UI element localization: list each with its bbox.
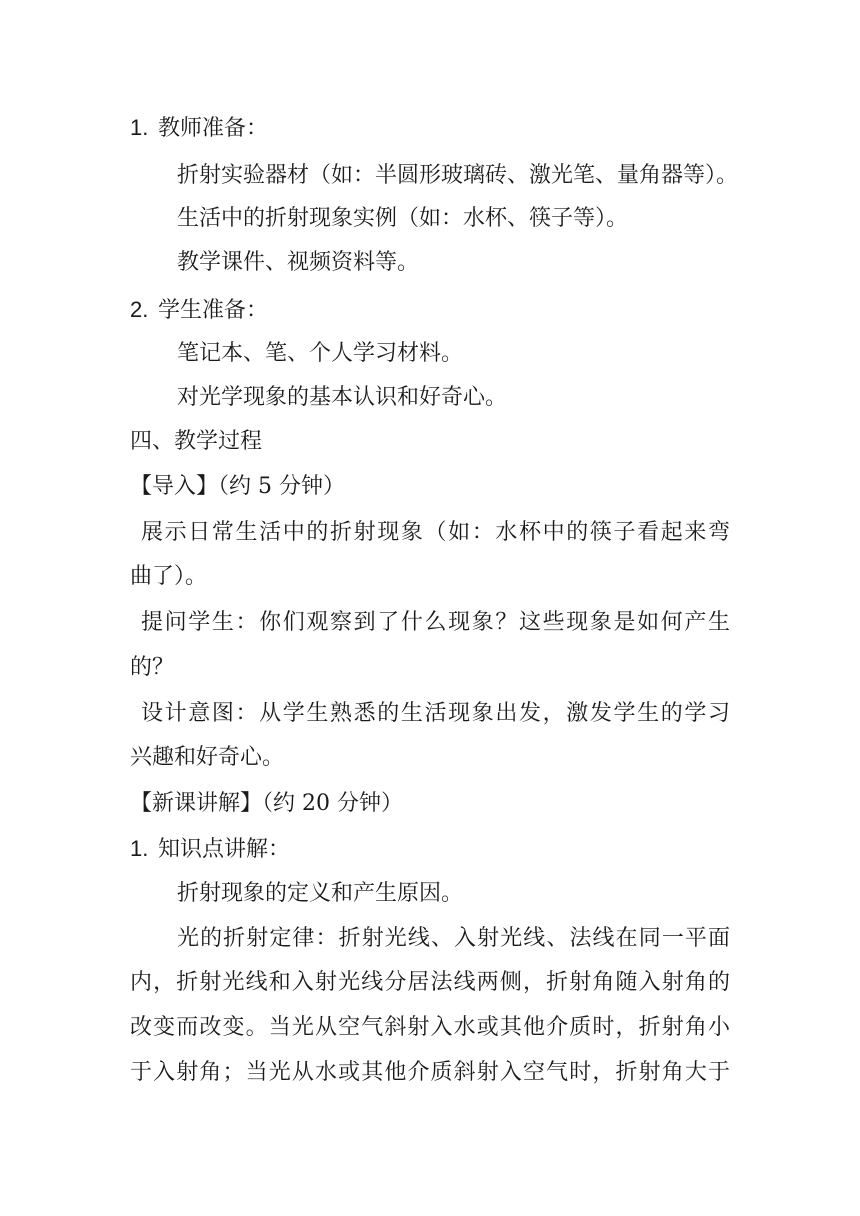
intro-heading: 【导入】（约 5 分钟） — [130, 474, 345, 499]
intro-paragraph-3-line-2: 兴趣和好奇心。 — [130, 745, 285, 770]
teacher-prep-item-1: 折射实验器材（如：半圆形玻璃砖、激光笔、量角器等）。 — [177, 163, 739, 188]
refraction-law-line-4: 于入射角；当光从水或其他介质斜射入空气时，折射角大于 — [130, 1060, 730, 1085]
student-prep-item-2: 对光学现象的基本认识和好奇心。 — [177, 385, 508, 410]
refraction-law-line-3: 改变而改变。当光从空气斜射入水或其他介质时，折射角小 — [130, 1015, 730, 1040]
student-prep-heading — [130, 295, 730, 326]
new-lesson-heading: 【新课讲解】（约 20 分钟） — [130, 791, 403, 816]
intro-paragraph-1-line-1: 展示日常生活中的折射现象（如：水杯中的筷子看起来弯 — [141, 520, 730, 545]
knowledge-item-1: 折射现象的定义和产生原因。 — [177, 881, 464, 906]
heading-text: 知识点讲解： — [158, 837, 291, 862]
intro-paragraph-2-line-2: 的？ — [130, 655, 175, 680]
intro-paragraph-2-line-1: 提问学生：你们观察到了什么现象？这些现象是如何产生 — [141, 610, 730, 635]
teacher-prep-item-3: 教学课件、视频资料等。 — [177, 250, 420, 275]
intro-paragraph-1-line-2: 曲了）。 — [130, 564, 208, 589]
refraction-law-line-1: 光的折射定律：折射光线、入射光线、法线在同一平面 — [177, 926, 730, 951]
teacher-prep-item-2: 生活中的折射现象实例（如：水杯、筷子等）。 — [177, 206, 629, 231]
refraction-law-line-2: 内，折射光线和入射光线分居法线两侧，折射角随入射角的 — [130, 970, 730, 995]
section-four-heading: 四、教学过程 — [130, 429, 263, 454]
list-number: 1. — [130, 836, 149, 861]
student-prep-item-1: 笔记本、笔、个人学习材料。 — [177, 341, 464, 366]
heading-text: 教师准备： — [158, 116, 269, 141]
list-number: 2. — [130, 297, 149, 322]
teacher-prep-heading — [130, 113, 730, 144]
intro-paragraph-3-line-1: 设计意图：从学生熟悉的生活现象出发，激发学生的学习 — [141, 701, 730, 726]
list-number: 1. — [130, 115, 149, 140]
knowledge-heading — [130, 834, 730, 865]
heading-text: 学生准备： — [158, 298, 269, 323]
